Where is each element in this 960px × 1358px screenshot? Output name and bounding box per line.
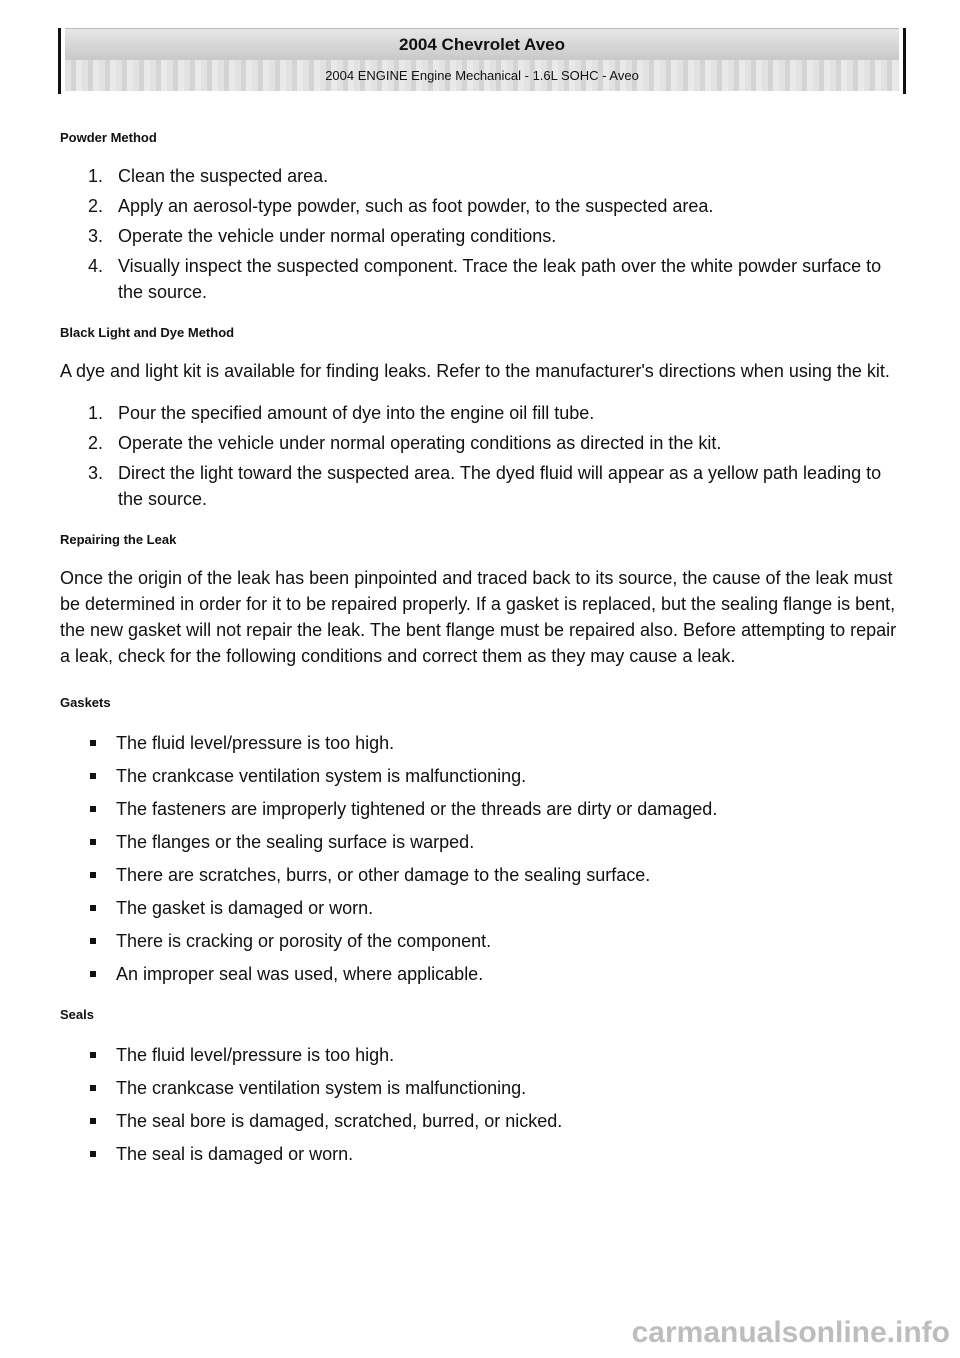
list-item: 3. Direct the light toward the suspected area. The dyed fluid will appear as a yellow path leading to the source. bbox=[108, 460, 905, 512]
list-item: There are scratches, burrs, or other damage to the sealing surface. bbox=[108, 862, 905, 888]
gaskets-list bbox=[60, 730, 905, 987]
list-item: The fasteners are improperly tightened or the threads are dirty or damaged. bbox=[108, 796, 905, 822]
section-heading-powder: Powder Method bbox=[60, 130, 157, 145]
document-title: 2004 Chevrolet Aveo bbox=[65, 28, 899, 60]
list-item: An improper seal was used, where applicable. bbox=[108, 961, 905, 987]
list-item: The fluid level/pressure is too high. bbox=[108, 730, 905, 756]
list-item: The crankcase ventilation system is malfunctioning. bbox=[108, 763, 905, 789]
list-item: The flanges or the sealing surface is warped. bbox=[108, 829, 905, 855]
powder-steps-list bbox=[60, 163, 905, 305]
list-item: The gasket is damaged or worn. bbox=[108, 895, 905, 921]
list-item: There is cracking or porosity of the component. bbox=[108, 928, 905, 954]
list-item: 1. Clean the suspected area. bbox=[108, 163, 905, 189]
section-heading-seals: Seals bbox=[60, 1007, 94, 1022]
list-item: 3. Operate the vehicle under normal operating conditions. bbox=[108, 223, 905, 249]
list-item: 2. Operate the vehicle under normal operating conditions as directed in the kit. bbox=[108, 430, 905, 456]
paragraph: A dye and light kit is available for finding leaks. Refer to the manufacturer's directions when using the kit. bbox=[60, 361, 890, 381]
list-item: The seal is damaged or worn. bbox=[108, 1141, 905, 1167]
paragraph: Once the origin of the leak has been pinpointed and traced back to its source, the cause of the leak must be determined in order for it to be repaired properly. If a gasket is replaced, but the sealing flange is bent, the new gasket will not repair the leak. The bent flange must be repaired also. Before attempting to repair a leak, check for the following conditions and correct them as they may cause a leak. bbox=[60, 568, 897, 666]
black-light-steps-list bbox=[60, 400, 905, 512]
seals-list bbox=[60, 1042, 905, 1167]
document-body bbox=[60, 130, 905, 1174]
section-heading-black-light: Black Light and Dye Method bbox=[60, 325, 235, 340]
list-item: 4. Visually inspect the suspected component. Trace the leak path over the white powder surface to the source. bbox=[108, 253, 905, 305]
page-header bbox=[58, 28, 906, 94]
watermark: carmanualsonline.info bbox=[631, 1316, 950, 1349]
section-heading-gaskets: Gaskets bbox=[60, 695, 111, 710]
list-item: 1. Pour the specified amount of dye into the engine oil fill tube. bbox=[108, 400, 905, 426]
list-item: The seal bore is damaged, scratched, burred, or nicked. bbox=[108, 1108, 905, 1134]
section-heading-repairing: Repairing the Leak bbox=[60, 532, 177, 547]
list-item: The fluid level/pressure is too high. bbox=[108, 1042, 905, 1068]
list-item: 2. Apply an aerosol-type powder, such as foot powder, to the suspected area. bbox=[108, 193, 905, 219]
document-subtitle: 2004 ENGINE Engine Mechanical - 1.6L SOHC - Aveo bbox=[65, 60, 899, 91]
list-item: The crankcase ventilation system is malfunctioning. bbox=[108, 1075, 905, 1101]
